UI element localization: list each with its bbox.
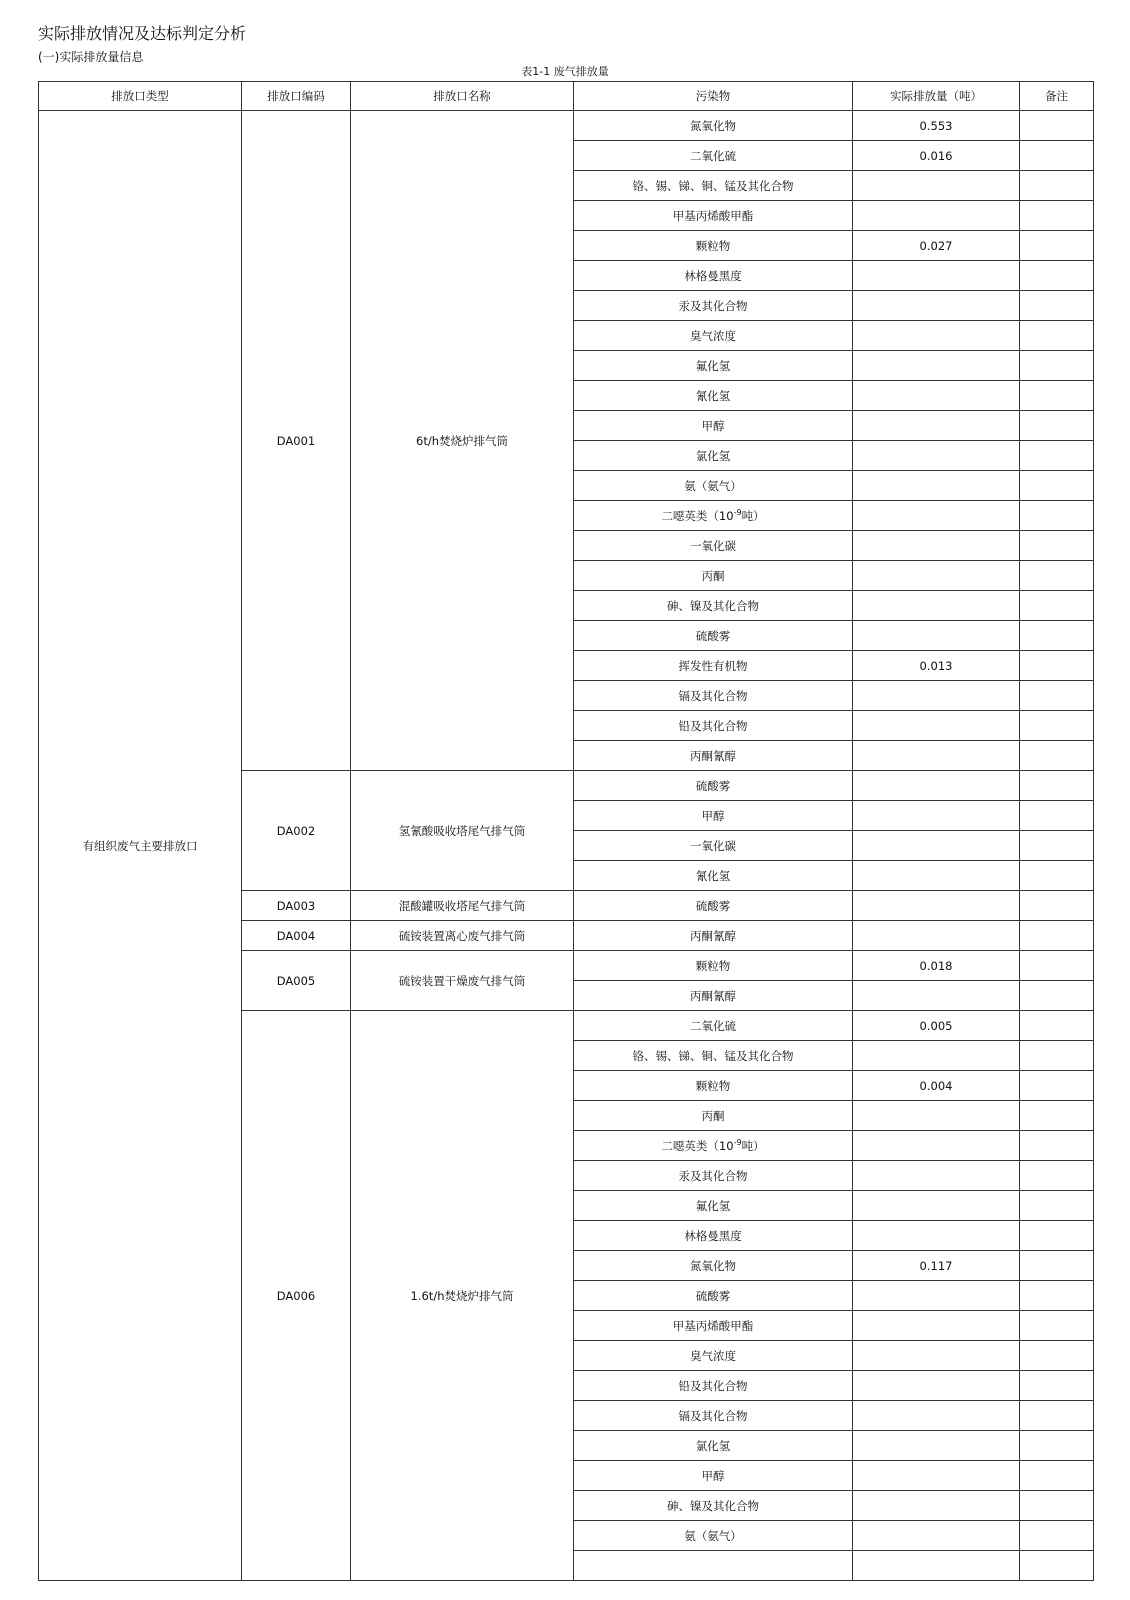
pollutant-cell: 铬、锡、锑、铜、锰及其化合物 — [574, 1041, 853, 1071]
amount-cell — [853, 201, 1020, 231]
pollutant-cell: 林格曼黑度 — [574, 1221, 853, 1251]
amount-cell — [853, 861, 1020, 891]
note-cell — [1020, 1011, 1094, 1041]
amount-cell — [853, 981, 1020, 1011]
header-note: 备注 — [1020, 82, 1094, 111]
pollutant-cell: 臭气浓度 — [574, 321, 853, 351]
amount-cell: 0.013 — [853, 651, 1020, 681]
amount-cell — [853, 1461, 1020, 1491]
unit-exponent: -9 — [733, 507, 742, 517]
amount-cell — [853, 1221, 1020, 1251]
note-cell — [1020, 1221, 1094, 1251]
amount-cell — [853, 1281, 1020, 1311]
note-cell — [1020, 711, 1094, 741]
amount-cell — [853, 1101, 1020, 1131]
note-cell — [1020, 561, 1094, 591]
note-cell — [1020, 381, 1094, 411]
pollutant-cell: 氟化氢 — [574, 1191, 853, 1221]
note-cell — [1020, 1491, 1094, 1521]
amount-cell: 0.117 — [853, 1251, 1020, 1281]
amount-cell — [853, 681, 1020, 711]
amount-cell — [853, 381, 1020, 411]
note-cell — [1020, 1341, 1094, 1371]
outlet-name-cell: 6t/h焚烧炉排气筒 — [351, 111, 574, 771]
pollutant-cell: 丙酮氰醇 — [574, 981, 853, 1011]
amount-cell — [853, 261, 1020, 291]
emissions-table — [38, 81, 1094, 1581]
amount-cell — [853, 1431, 1020, 1461]
amount-cell — [853, 921, 1020, 951]
amount-cell — [853, 441, 1020, 471]
amount-cell — [853, 621, 1020, 651]
amount-cell: 0.027 — [853, 231, 1020, 261]
pollutant-cell: 镉及其化合物 — [574, 1401, 853, 1431]
amount-cell — [853, 1191, 1020, 1221]
note-cell — [1020, 141, 1094, 171]
note-cell — [1020, 1461, 1094, 1491]
note-cell — [1020, 1371, 1094, 1401]
amount-cell — [853, 561, 1020, 591]
amount-cell — [853, 741, 1020, 771]
note-cell — [1020, 1281, 1094, 1311]
outlet-type-cell: 有组织废气主要排放口 — [39, 111, 242, 1581]
note-cell — [1020, 261, 1094, 291]
pollutant-cell: 二氧化硫 — [574, 141, 853, 171]
pollutant-cell: 硫酸雾 — [574, 891, 853, 921]
outlet-code-cell: DA004 — [242, 921, 351, 951]
note-cell — [1020, 741, 1094, 771]
pollutant-cell: 一氧化碳 — [574, 531, 853, 561]
amount-cell — [853, 321, 1020, 351]
note-cell — [1020, 201, 1094, 231]
outlet-name-cell: 硫铵装置离心废气排气筒 — [351, 921, 574, 951]
note-cell — [1020, 951, 1094, 981]
note-cell — [1020, 1431, 1094, 1461]
table-header-row — [39, 82, 1094, 111]
pollutant-cell: 丙酮 — [574, 1101, 853, 1131]
amount-cell — [853, 1341, 1020, 1371]
note-cell — [1020, 1251, 1094, 1281]
note-cell — [1020, 771, 1094, 801]
note-cell — [1020, 1521, 1094, 1551]
note-cell — [1020, 1401, 1094, 1431]
outlet-name-cell: 氢氰酸吸收塔尾气排气筒 — [351, 771, 574, 891]
note-cell — [1020, 831, 1094, 861]
note-cell — [1020, 1041, 1094, 1071]
note-cell — [1020, 861, 1094, 891]
amount-cell — [853, 1041, 1020, 1071]
amount-cell: 0.005 — [853, 1011, 1020, 1041]
amount-cell — [853, 501, 1020, 531]
pollutant-cell — [574, 501, 853, 531]
amount-cell: 0.016 — [853, 141, 1020, 171]
pollutant-cell: 颗粒物 — [574, 951, 853, 981]
pollutant-cell: 汞及其化合物 — [574, 291, 853, 321]
note-cell — [1020, 1071, 1094, 1101]
pollutant-cell: 氟化氢 — [574, 351, 853, 381]
pollutant-cell: 一氧化碳 — [574, 831, 853, 861]
amount-cell — [853, 351, 1020, 381]
pollutant-cell: 甲醇 — [574, 1461, 853, 1491]
pollutant-cell: 甲醇 — [574, 411, 853, 441]
pollutant-cell: 挥发性有机物 — [574, 651, 853, 681]
header-pollutant: 污染物 — [574, 82, 853, 111]
document-subtitle: (一)实际排放量信息 — [38, 50, 144, 64]
amount-cell — [853, 1311, 1020, 1341]
pollutant-cell: 铅及其化合物 — [574, 1371, 853, 1401]
unit-suffix: 吨） — [741, 508, 765, 523]
note-cell — [1020, 231, 1094, 261]
pollutant-cell: 硫酸雾 — [574, 621, 853, 651]
pollutant-cell: 二氧化硫 — [574, 1011, 853, 1041]
pollutant-cell: 丙酮 — [574, 561, 853, 591]
note-cell — [1020, 591, 1094, 621]
pollutant-cell: 铬、锡、锑、铜、锰及其化合物 — [574, 171, 853, 201]
note-cell — [1020, 1131, 1094, 1161]
unit-exponent: -9 — [733, 1137, 742, 1147]
amount-cell — [853, 1491, 1020, 1521]
amount-cell — [853, 831, 1020, 861]
pollutant-cell: 甲基丙烯酸甲酯 — [574, 201, 853, 231]
note-cell — [1020, 1191, 1094, 1221]
note-cell — [1020, 1101, 1094, 1131]
header-outlet-type: 排放口类型 — [39, 82, 242, 111]
outlet-code-cell: DA005 — [242, 951, 351, 1011]
note-cell — [1020, 171, 1094, 201]
note-cell — [1020, 351, 1094, 381]
pollutant-cell: 颗粒物 — [574, 231, 853, 261]
pollutant-cell: 汞及其化合物 — [574, 1161, 853, 1191]
note-cell — [1020, 981, 1094, 1011]
amount-cell: 0.553 — [853, 111, 1020, 141]
table-caption: 表1-1 废气排放量 — [521, 65, 609, 78]
pollutant-cell — [574, 1551, 853, 1581]
pollutant-text: 二噁英类（10 — [661, 508, 734, 523]
header-outlet-name: 排放口名称 — [351, 82, 574, 111]
amount-cell — [853, 411, 1020, 441]
amount-cell — [853, 1521, 1020, 1551]
outlet-code-cell: DA001 — [242, 111, 351, 771]
pollutant-cell: 硫酸雾 — [574, 1281, 853, 1311]
pollutant-cell: 丙酮氰醇 — [574, 921, 853, 951]
amount-cell: 0.018 — [853, 951, 1020, 981]
outlet-code-cell: DA002 — [242, 771, 351, 891]
amount-cell — [853, 591, 1020, 621]
table-body — [39, 111, 1094, 1581]
amount-cell — [853, 1161, 1020, 1191]
header-actual-amount: 实际排放量（吨） — [853, 82, 1020, 111]
amount-cell — [853, 891, 1020, 921]
outlet-code-cell: DA003 — [242, 891, 351, 921]
amount-cell — [853, 711, 1020, 741]
pollutant-text: 二噁英类（10 — [661, 1138, 734, 1153]
pollutant-cell: 颗粒物 — [574, 1071, 853, 1101]
pollutant-cell: 砷、镍及其化合物 — [574, 591, 853, 621]
note-cell — [1020, 1311, 1094, 1341]
amount-cell — [853, 771, 1020, 801]
amount-cell: 0.004 — [853, 1071, 1020, 1101]
note-cell — [1020, 291, 1094, 321]
note-cell — [1020, 441, 1094, 471]
note-cell — [1020, 111, 1094, 141]
note-cell — [1020, 651, 1094, 681]
outlet-name-cell: 混酸罐吸收塔尾气排气筒 — [351, 891, 574, 921]
note-cell — [1020, 1161, 1094, 1191]
note-cell — [1020, 411, 1094, 441]
pollutant-cell: 氯化氢 — [574, 1431, 853, 1461]
note-cell — [1020, 801, 1094, 831]
outlet-code-cell: DA006 — [242, 1011, 351, 1581]
note-cell — [1020, 471, 1094, 501]
amount-cell — [853, 291, 1020, 321]
note-cell — [1020, 531, 1094, 561]
amount-cell — [853, 1371, 1020, 1401]
amount-cell — [853, 471, 1020, 501]
unit-suffix: 吨） — [741, 1138, 765, 1153]
pollutant-cell: 铅及其化合物 — [574, 711, 853, 741]
note-cell — [1020, 321, 1094, 351]
header-outlet-code: 排放口编码 — [242, 82, 351, 111]
amount-cell — [853, 1131, 1020, 1161]
pollutant-cell — [574, 1131, 853, 1161]
outlet-name-cell: 硫铵装置干燥废气排气筒 — [351, 951, 574, 1011]
note-cell — [1020, 501, 1094, 531]
amount-cell — [853, 1551, 1020, 1581]
pollutant-cell: 氮氧化物 — [574, 1251, 853, 1281]
pollutant-cell: 甲基丙烯酸甲酯 — [574, 1311, 853, 1341]
pollutant-cell: 林格曼黑度 — [574, 261, 853, 291]
pollutant-cell: 氨（氨气） — [574, 1521, 853, 1551]
note-cell — [1020, 921, 1094, 951]
pollutant-cell: 氨（氨气） — [574, 471, 853, 501]
note-cell — [1020, 681, 1094, 711]
amount-cell — [853, 531, 1020, 561]
note-cell — [1020, 1551, 1094, 1581]
pollutant-cell: 镉及其化合物 — [574, 681, 853, 711]
amount-cell — [853, 171, 1020, 201]
amount-cell — [853, 1401, 1020, 1431]
document-title: 实际排放情况及达标判定分析 — [38, 24, 247, 43]
pollutant-cell: 砷、镍及其化合物 — [574, 1491, 853, 1521]
pollutant-cell: 氰化氢 — [574, 861, 853, 891]
pollutant-cell: 氯化氢 — [574, 441, 853, 471]
amount-cell — [853, 801, 1020, 831]
pollutant-cell: 氰化氢 — [574, 381, 853, 411]
outlet-name-cell: 1.6t/h焚烧炉排气筒 — [351, 1011, 574, 1581]
note-cell — [1020, 621, 1094, 651]
pollutant-cell: 硫酸雾 — [574, 771, 853, 801]
pollutant-cell: 丙酮氰醇 — [574, 741, 853, 771]
pollutant-cell: 甲醇 — [574, 801, 853, 831]
note-cell — [1020, 891, 1094, 921]
pollutant-cell: 臭气浓度 — [574, 1341, 853, 1371]
table-row — [39, 111, 1094, 141]
pollutant-cell: 氮氧化物 — [574, 111, 853, 141]
